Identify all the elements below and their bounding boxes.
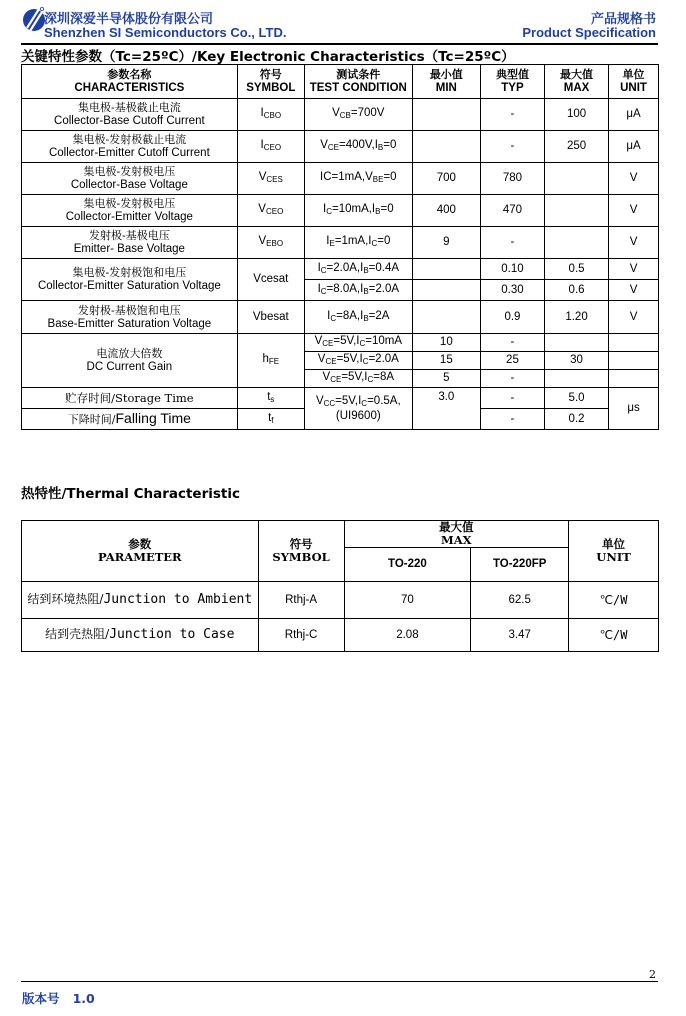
company-name-en: Shenzhen SI Semiconductors Co., LTD. [44, 25, 287, 40]
header-condition: 测试条件 TEST CONDITION [304, 65, 412, 99]
table-row: 发射极-基极电压 Emitter- Base Voltage $V_{EBO}$ $I_E=1mA,I_C=0$ 9 - V [22, 227, 659, 259]
version-label: 版本号 1.0 [22, 991, 95, 1006]
table-row: 结到环境热阻/Junction to Ambient Rthj-A 70 62.5 ℃/W [22, 582, 659, 619]
header-unit: 单位 UNIT [609, 65, 659, 99]
table-row: 电流放大倍数 DC Current Gain $h_{FE}$ $V_{CE}=5V,I_C=10mA$ 10 - [22, 334, 659, 352]
table-row: 集电极-发射极电压 Collector-Base Voltage $V_{CES}$ $IC=1mA,V_{BE}=0$ 700 780 V [22, 163, 659, 195]
table-row: 集电极-发射极截止电流 Collector-Emitter Cutoff Current $I_{CEO}$ $V_{CE}=400V,I_B=0$ - 250 μA [22, 131, 659, 163]
thermal-characteristics-table [21, 520, 659, 652]
table-header-row [22, 65, 659, 99]
table-row: 结到壳热阻/Junction to Case Rthj-C 2.08 3.47 ℃/W [22, 619, 659, 652]
version-number: 1.0 [72, 991, 95, 1006]
thermal-header-row-packages: TO-220 TO-220FP [22, 548, 659, 582]
thermal-title: 热特性/Thermal Characteristic [21, 486, 240, 502]
table-row: 集电极-发射极电压 Collector-Emitter Voltage $V_{CEO}$ $I_C=10mA,I_B=0$ 400 470 V [22, 195, 659, 227]
company-logo [22, 6, 46, 40]
key-characteristics-title: 关键特性参数（Tc=25ºC）/Key Electronic Characteristics（Tc=25ºC） [21, 49, 515, 65]
table-row: 集电极-发射极饱和电压 Collector-Emitter Saturation Voltage Vcesat $I_C=2.0A,I_B=0.4A$ 0.10 0.5 V [22, 259, 659, 280]
header-min: 最小值 MIN [412, 65, 480, 99]
thermal-header-row: 参数 PARAMETER 符号 SYMBOL 最大值 MAX 单位 UNIT [22, 521, 659, 548]
page-number: 2 [649, 968, 656, 981]
header-characteristics: 参数名称 CHARACTERISTICS [22, 65, 238, 99]
table-row: 集电极-基极截止电流 Collector-Base Cutoff Current $I_{CBO}$ $V_{CB}=700V$ - 100 μA [22, 99, 659, 131]
doc-type-cn: 产品规格书 [590, 12, 656, 27]
table-row: 发射极-基极饱和电压 Base-Emitter Saturation Voltage Vbesat $I_C=8A,I_B=2A$ 0.9 1.20 V [22, 301, 659, 334]
header-typ: 典型值 TYP [480, 65, 544, 99]
table-row: $V_{CE}=5V,I_C=2.0A$ 15 25 30 [22, 352, 659, 370]
table-row: $V_{CE}=5V,I_C=8A$ 5 - [22, 370, 659, 388]
header-max: 最大值 MAX [545, 65, 609, 99]
electrical-characteristics-table [21, 64, 659, 430]
footer-rule [21, 981, 658, 982]
table-row: 下降时间/Falling Time $t_f$ - 0.2 [22, 409, 659, 430]
company-name-cn: 深圳深爱半导体股份有限公司 [44, 12, 214, 27]
table-row: 贮存时间/Storage Time $t_s$ $V_{CC}=5V,I_C=0.5A$, (UI9600) 3.0 - 5.0 μs [22, 388, 659, 409]
table-row: $I_C=8.0A,I_B=2.0A$ 0.30 0.6 V [22, 280, 659, 301]
doc-type-en: Product Specification [522, 25, 656, 40]
header-symbol: 符号 SYMBOL [237, 65, 304, 99]
